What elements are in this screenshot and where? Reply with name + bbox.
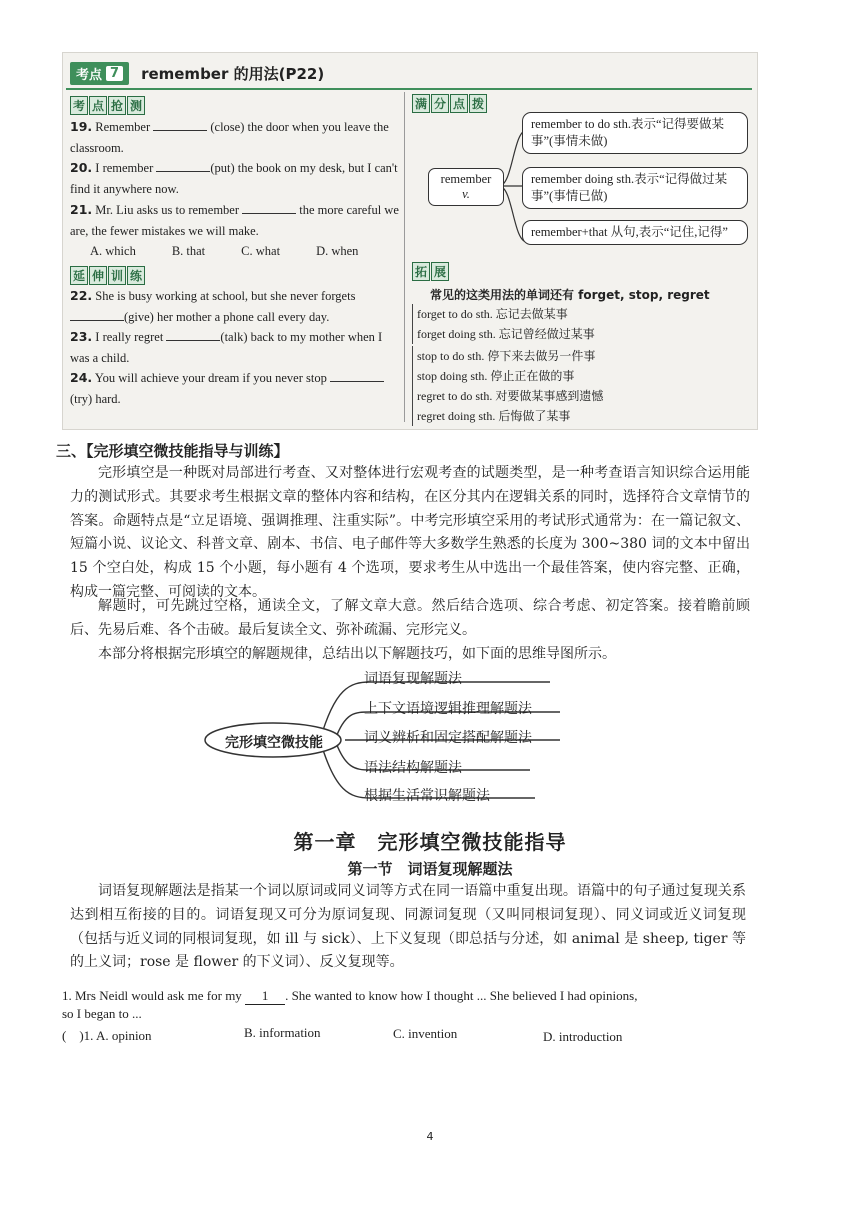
mindmap-center: remember v. xyxy=(428,168,504,206)
example-line-2: so I began to ... xyxy=(62,1006,142,1021)
tag-tips: 满 分 点 拨 xyxy=(412,94,488,113)
tag-extension: 延 伸 训 练 xyxy=(70,266,146,285)
example-option-a: ( )1. A. opinion xyxy=(62,1028,152,1043)
question-19: 19. Remember (close) the door when you leave the classroom. xyxy=(70,119,389,155)
method-paragraph: 解题时，可先跳过空格，通读全文，了解文章大意。然后结合选项、综合考虑、初定答案。接着瞻前顾后、先易后难、各个击破。最后复读全文、弥补疏漏、完形完义。 xyxy=(70,598,750,638)
knowledge-badge: 考点 7 xyxy=(70,62,129,85)
example-option-b: B. information xyxy=(244,1025,321,1040)
chapter-title: 第一章 完形填空微技能指导 xyxy=(293,830,567,854)
branch-word-meaning: 词义辨析和固定搭配解题法 xyxy=(364,730,532,746)
section-title: 第一节 词语复现解题法 xyxy=(347,860,513,878)
expand-title: 常见的这类用法的单词还有 forget, stop, regret xyxy=(430,288,710,302)
branch-grammar: 语法结构解题法 xyxy=(364,760,462,776)
branch-common-sense: 根据生活常识解题法 xyxy=(364,788,490,804)
mindmap-box-that: remember+that 从句,表示“记住,记得” xyxy=(522,220,748,245)
pair-regret: regret to do sth. 对要做某事感到遗憾 regret doing sth. 后悔做了某事 xyxy=(412,386,603,426)
section-paragraph: 词语复现解题法是指某一个词以原词或同义词等方式在同一语篇中重复出现。语篇中的句子通过复现关系达到相互衔接的目的。词语复现又可分为原词复现、同源词复现（又叫同根词复现）、同义词或近义词复现（包括与近义词的同根词复现，如 ill 与 sick）、上下义复现（即总括与分述，如 animal 是 sheep, tiger 等的上义词；rose 是 flower 的下义词）、反义复现等。 xyxy=(70,883,746,971)
branch-word-repetition: 词语复现解题法 xyxy=(364,671,462,687)
section-heading: 三、【完形填空微技能指导与训练】 xyxy=(56,442,289,460)
tag-expand: 拓 展 xyxy=(412,262,450,281)
question-21: 21. Mr. Liu asks us to remember the more careful we are, the fewer mistakes we will make. xyxy=(70,202,399,238)
question-22: 22. She is busy working at school, but she never forgets (give) her mother a phone call every day. xyxy=(70,288,356,324)
mindmap-box-to-do: remember to do sth.表示“记得要做某事”(事情未做) xyxy=(522,112,748,154)
question-24: 24. You will achieve your dream if you never stop (try) hard. xyxy=(70,368,400,409)
pair-forget: forget to do sth. 忘记去做某事 forget doing sth. 忘记曾经做过某事 xyxy=(412,304,595,344)
page-number: 4 xyxy=(426,1130,434,1143)
example-option-c: C. invention xyxy=(393,1026,458,1041)
skills-mindmap-center: 完形填空微技能 xyxy=(225,735,323,751)
branch-context-logic: 上下文语境逻辑推理解题法 xyxy=(364,701,532,717)
tag-test: 考 点 抢 测 xyxy=(70,96,146,115)
question-20: 20. I remember (put) the book on my desk, but I can't find it anywhere now. xyxy=(70,160,398,196)
question-23: 23. I really regret (talk) back to my mother when I was a child. xyxy=(70,329,383,365)
example-line-1: 1. Mrs Neidl would ask me for my 1 . She wanted to know how I thought ... She believed I had opinions, xyxy=(62,988,638,1003)
question-21-options: A. which B. that C. what D. when xyxy=(90,244,359,258)
panel-divider xyxy=(66,88,752,90)
intro-paragraph: 完形填空是一种既对局部进行考查、又对整体进行宏观考查的试题类型，是一种考查语言知识综合运用能力的测试形式。其要求考生根据文章的整体内容和结构，在区分其内在逻辑关系的同时，选择符合文章情节的答案。命题特点是“立足语境、强调推理、注重实际”。中考完形填空采用的考试形式通常为：在一篇记叙文、短篇小说、议论文、科普文章、剧本、书信、电子邮件等大多数学生熟悉的长度为 300~380 词的文本中留出 15 个空白处，构成 15 个小题，每小题有 4 个选项，要求考生从中选出一个最佳答案，使内容完整、正确，构成一篇完整、可阅读的文本。 xyxy=(70,465,750,600)
pair-stop: stop to do sth. 停下来去做另一件事 stop doing sth. 停止正在做的事 xyxy=(412,346,595,386)
summary-paragraph: 本部分将根据完形填空的解题规律，总结出以下解题技巧，如下面的思维导图所示。 xyxy=(98,646,616,662)
panel-title: remember 的用法(P22) xyxy=(141,64,325,83)
example-option-d: D. introduction xyxy=(543,1029,623,1044)
mindmap-box-doing: remember doing sth.表示“记得做过某事”(事情已做) xyxy=(522,167,748,209)
panel-header xyxy=(70,60,324,86)
